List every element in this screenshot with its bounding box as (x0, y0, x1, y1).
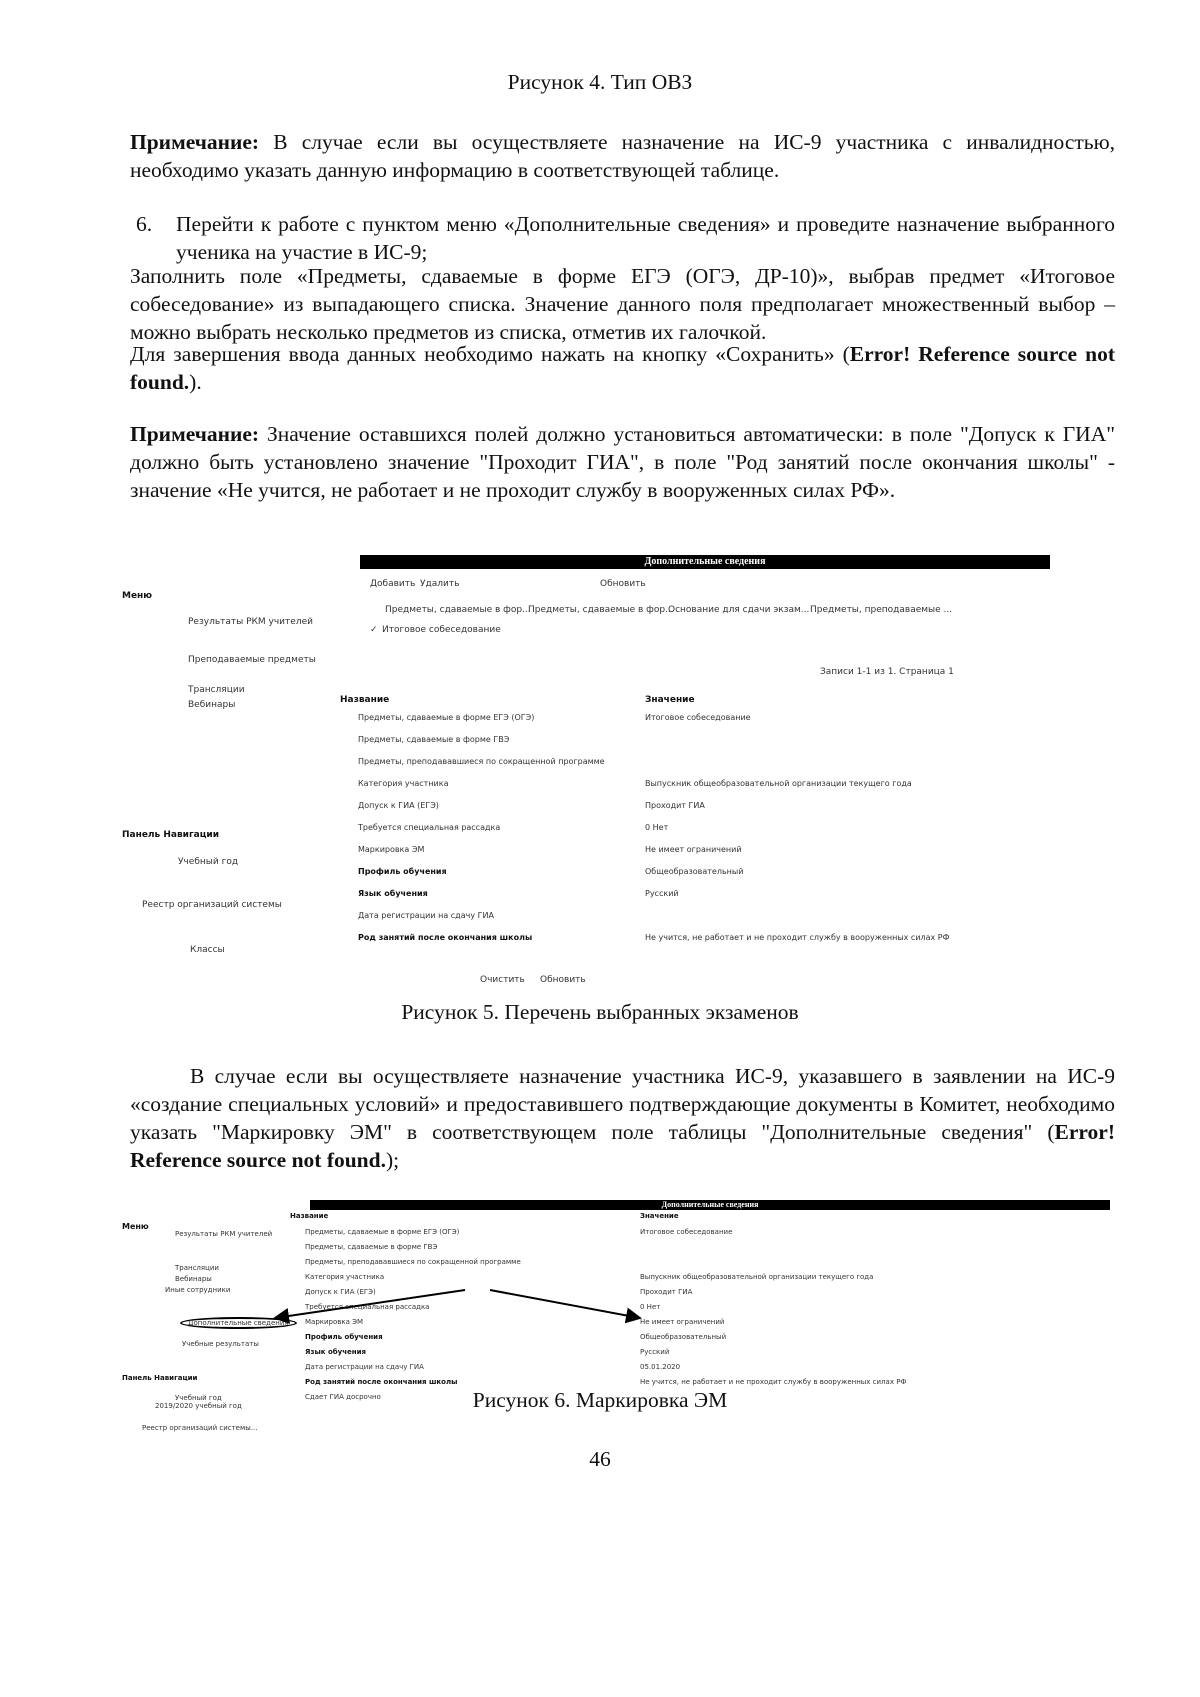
save-tail: ). (189, 370, 202, 394)
filter-header[interactable]: Основание для сдачи экзам... (668, 605, 810, 615)
menu-item[interactable]: Вебинары (175, 1275, 212, 1283)
row-name: Профиль обучения (358, 867, 447, 876)
menu-item[interactable]: Трансляции (175, 1264, 219, 1272)
row-name: Допуск к ГИА (ЕГЭ) (305, 1288, 376, 1296)
row-value[interactable]: Русский (640, 1348, 670, 1356)
filter-header[interactable]: Предметы, сдаваемые в фор... (528, 605, 674, 615)
menu-item[interactable]: Иные сотрудники (165, 1286, 231, 1294)
row-value[interactable]: Не учится, не работает и не проходит службу в вооруженных силах РФ (645, 933, 950, 942)
nav-title: Панель Навигации (122, 1374, 198, 1382)
pager-info: Записи 1-1 из 1. Страница 1 (820, 667, 954, 677)
error-reference: Error! Reference source not found. (130, 342, 1115, 394)
figure-6-screenshot (120, 1200, 1110, 1470)
figure-4-caption: Рисунок 4. Тип ОВЗ (507, 70, 693, 94)
row-name: Маркировка ЭМ (358, 845, 425, 854)
delete-button[interactable]: Удалить (420, 579, 460, 589)
em-paragraph (130, 1062, 1115, 1174)
row-name: Сдает ГИА досрочно (305, 1393, 381, 1401)
figure-5-screenshot (120, 555, 1050, 990)
filter-header[interactable]: Предметы, преподаваемые ... (810, 605, 953, 615)
error-reference: Error! Reference source not found. (130, 1120, 1115, 1172)
row-name: Дата регистрации на сдачу ГИА (305, 1363, 424, 1371)
em-tail: ); (385, 1148, 400, 1172)
row-value[interactable]: Не имеет ограничений (640, 1318, 725, 1326)
row-value[interactable]: Русский (645, 889, 679, 898)
save-instructions (130, 340, 1115, 396)
banner: Дополнительные сведения (310, 1200, 1110, 1210)
menu-item[interactable]: Результаты РКМ учителей (175, 1230, 273, 1238)
refresh-button[interactable]: Обновить (600, 579, 646, 589)
filter-header[interactable]: Предметы, сдаваемые в фор... (385, 605, 531, 615)
row-name: Род занятий после окончания школы (305, 1378, 458, 1386)
row-name: Предметы, сдаваемые в форме ГВЭ (305, 1243, 438, 1251)
nav-registry[interactable]: Реестр организаций системы... (142, 1424, 258, 1432)
annotation-arrows (120, 1200, 1110, 1470)
row-name: Требуется специальная рассадка (305, 1303, 430, 1311)
column-name-header: Название (340, 695, 390, 705)
row-value[interactable]: Выпускник общеобразовательной организации текущего года (640, 1273, 874, 1281)
add-button[interactable]: Добавить (370, 579, 416, 589)
step-6 (130, 210, 1115, 266)
step-text: Перейти к работе с пунктом меню «Дополнительные сведения» и проведите назначение выбранного ученика на участие в ИС-9; (176, 212, 1115, 264)
nav-year-label: Учебный год (178, 857, 239, 867)
row-name: Категория участника (305, 1273, 385, 1281)
note-paragraph-2 (130, 420, 1115, 504)
row-value[interactable]: Итоговое собеседование (640, 1228, 733, 1236)
em-text: В случае если вы осуществляете назначение участника ИС-9, указавшего в заявлении на ИС-9 «создание специальных условий» и предоставившего подтверждающие документы в Комитет, необходимо указать "Маркировку ЭМ" в соответствующем поле таблицы "Дополнительные сведения" ( (130, 1064, 1115, 1144)
row-name: Дата регистрации на сдачу ГИА (358, 911, 494, 920)
page-number: 46 (589, 1447, 611, 1471)
menu-item[interactable]: Преподаваемые предметы (188, 655, 316, 665)
row-name: Допуск к ГИА (ЕГЭ) (358, 801, 439, 810)
note-text: Значение оставшихся полей должно установиться автоматически: в поле "Допуск к ГИА" должно быть установлено значение "Проходит ГИА", в поле "Род занятий после окончания школы" - значение «Не учится, не работает и не проходит службу в вооруженных силах РФ». (130, 422, 1115, 502)
row-name: Язык обучения (305, 1348, 367, 1356)
row-name: Категория участника (358, 779, 449, 788)
row-name: Предметы, сдаваемые в форме ЕГЭ (ОГЭ) (358, 713, 535, 722)
row-name: Язык обучения (358, 889, 428, 898)
row-value[interactable]: 0 Нет (640, 1303, 661, 1311)
row-name: Предметы, преподававшиеся по сокращенной программе (358, 757, 605, 766)
column-name-header: Название (290, 1212, 329, 1220)
menu-item[interactable]: Учебные результаты (182, 1340, 259, 1348)
menu-title: Меню (122, 591, 153, 601)
row-value[interactable]: Не имеет ограничений (645, 845, 742, 854)
menu-title: Меню (122, 1222, 149, 1231)
row-value[interactable]: Общеобразовательный (645, 867, 744, 876)
row-name: Род занятий после окончания школы (358, 933, 533, 942)
row-value[interactable]: Проходит ГИА (645, 801, 705, 810)
fill-instructions: Заполнить поле «Предметы, сдаваемые в форме ЕГЭ (ОГЭ, ДР-10)», выбрав предмет «Итоговое собеседование» из выпадающего списка. Значение данного поля предполагает множественный выбор – можно выбрать несколько предметов из списка, отметив их галочкой. (130, 264, 1115, 344)
banner: Дополнительные сведения (360, 555, 1050, 569)
row-name: Предметы, преподававшиеся по сокращенной программе (305, 1258, 521, 1266)
row-value[interactable]: Итоговое собеседование (645, 713, 751, 722)
nav-year-value: 2019/2020 учебный год (155, 1402, 242, 1410)
dropdown-item[interactable]: Итоговое собеседование (382, 625, 501, 635)
nav-classes[interactable]: Классы (190, 945, 225, 955)
row-name: Требуется специальная рассадка (358, 823, 501, 832)
save-text: Для завершения ввода данных необходимо нажать на кнопку «Сохранить» ( (130, 342, 850, 366)
nav-year-label: Учебный год (175, 1394, 222, 1402)
figure-6-caption: Рисунок 6. Маркировка ЭМ (472, 1388, 728, 1412)
refresh-button[interactable]: Обновить (540, 975, 586, 985)
row-name: Маркировка ЭМ (305, 1318, 364, 1326)
row-name: Профиль обучения (305, 1333, 383, 1341)
note-label: Примечание: (130, 130, 260, 154)
note-text: В случае если вы осуществляете назначение на ИС-9 участника с инвалидностью, необходимо указать данную информацию в соответствующей таблице. (130, 130, 1115, 182)
row-value[interactable]: 05.01.2020 (640, 1363, 681, 1371)
figure-5-caption: Рисунок 5. Перечень выбранных экзаменов (401, 1000, 799, 1024)
row-name: Предметы, сдаваемые в форме ЕГЭ (ОГЭ) (305, 1228, 460, 1236)
note-paragraph-1 (130, 128, 1115, 184)
note-label: Примечание: (130, 422, 260, 446)
row-value[interactable]: Выпускник общеобразовательной организации текущего года (645, 779, 912, 788)
highlighted-menu-item[interactable]: Дополнительные сведения (180, 1317, 297, 1329)
checkmark-icon: ✓ (370, 625, 378, 635)
nav-registry[interactable]: Реестр организаций системы (142, 900, 282, 910)
arrow-to-marking-value (490, 1290, 640, 1318)
column-value-header: Значение (645, 695, 695, 705)
nav-title: Панель Навигации (122, 830, 220, 840)
clear-button[interactable]: Очистить (480, 975, 525, 985)
menu-item[interactable]: Результаты РКМ учителей (188, 617, 313, 627)
step-number: 6. (136, 212, 153, 236)
row-value[interactable]: Проходит ГИА (640, 1288, 693, 1296)
menu-item[interactable]: Трансляции (188, 685, 245, 695)
row-value[interactable]: Не учится, не работает и не проходит службу в вооруженных силах РФ (640, 1378, 907, 1386)
row-value[interactable]: Общеобразовательный (640, 1333, 727, 1341)
row-value[interactable]: 0 Нет (645, 823, 669, 832)
column-value-header: Значение (640, 1212, 679, 1220)
row-name: Предметы, сдаваемые в форме ГВЭ (358, 735, 510, 744)
arrow-to-menu-item (275, 1290, 465, 1318)
menu-item[interactable]: Вебинары (188, 700, 236, 710)
